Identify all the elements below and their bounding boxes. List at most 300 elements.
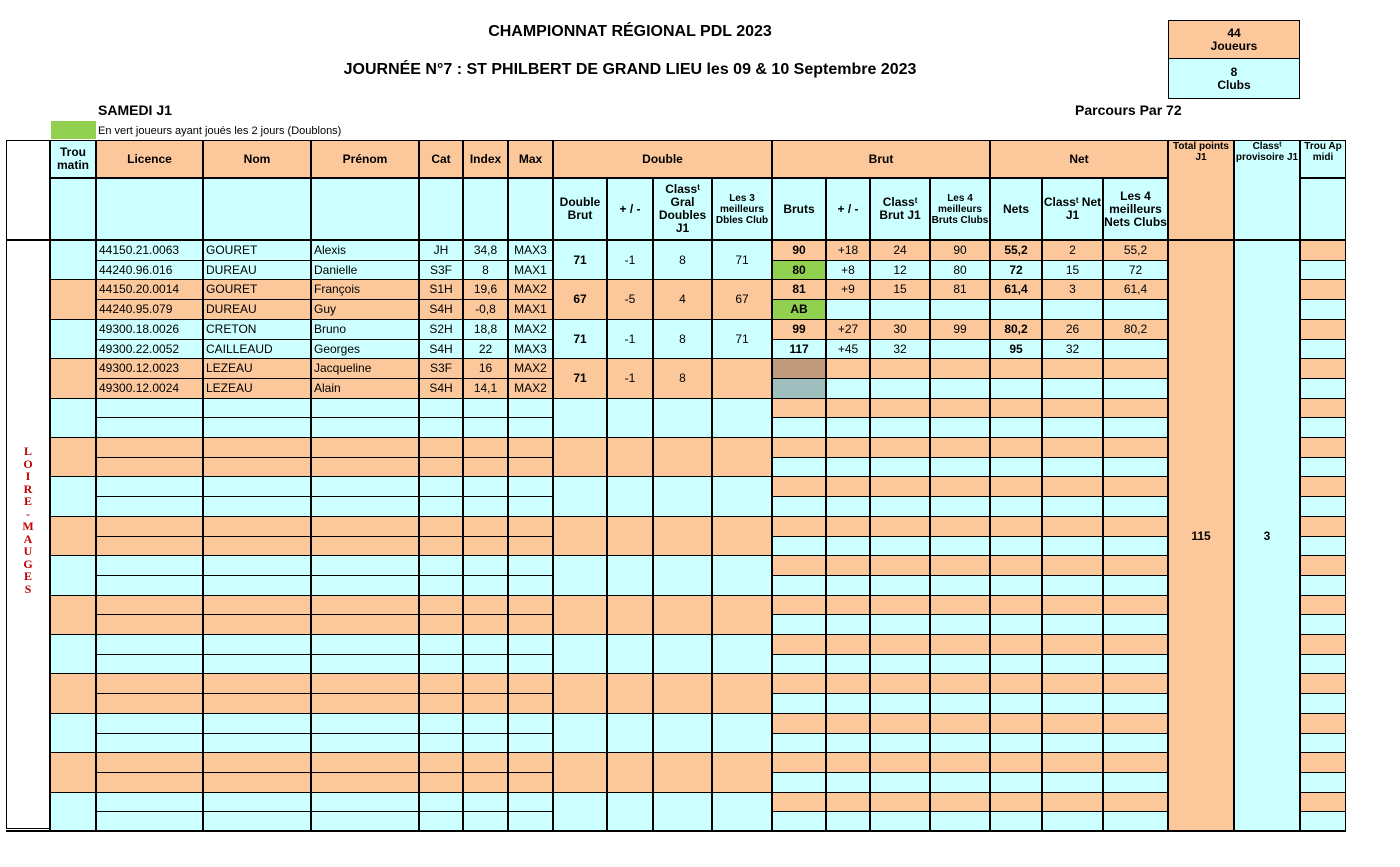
player-licence [96, 772, 203, 793]
player-nom [203, 811, 311, 832]
trou-matin-cell [50, 398, 96, 438]
player-index [463, 516, 508, 537]
double-db-cell [553, 398, 607, 438]
score-cbrut: 24 [870, 240, 930, 261]
double-db-cell [553, 634, 607, 674]
player-prenom: Jacqueline [311, 358, 419, 379]
player-prenom [311, 811, 419, 832]
trou-ap-midi-cell [1300, 476, 1346, 497]
player-prenom: Guy [311, 299, 419, 320]
player-index [463, 437, 508, 458]
trou-matin-cell [50, 713, 96, 753]
double-dpm-cell [607, 634, 653, 674]
trou-matin-cell [50, 634, 96, 674]
player-licence: 44150.21.0063 [96, 240, 203, 261]
trou-ap-midi-cell [1300, 654, 1346, 674]
player-max [508, 772, 553, 793]
score-net [990, 536, 1042, 556]
score-pm [826, 792, 870, 812]
header-separator [6, 239, 1168, 241]
player-prenom [311, 595, 419, 615]
score-b4 [930, 792, 990, 812]
player-max: MAX2 [508, 378, 553, 399]
trou-matin-cell [50, 319, 96, 359]
player-licence [96, 733, 203, 753]
player-max [508, 516, 553, 537]
trou-matin-cell [50, 792, 96, 832]
player-max [508, 437, 553, 458]
player-index [463, 811, 508, 832]
player-cat [419, 575, 463, 596]
double-dcl-cell: 8 [653, 358, 712, 399]
header-les4-nets: Les 4 meilleurs Nets Clubs [1103, 178, 1168, 240]
score-brut [772, 792, 826, 812]
score-net [990, 654, 1042, 674]
score-net [990, 516, 1042, 537]
trou-ap-midi-cell [1300, 299, 1346, 320]
score-cnet [1042, 614, 1103, 635]
trou-matin-cell [50, 240, 96, 280]
score-cnet: 26 [1042, 319, 1103, 340]
player-prenom [311, 398, 419, 418]
score-cbrut: 12 [870, 260, 930, 280]
player-cat [419, 595, 463, 615]
score-cnet [1042, 595, 1103, 615]
double-db-cell [553, 595, 607, 635]
score-brut [772, 417, 826, 438]
player-max: MAX2 [508, 279, 553, 300]
score-cbrut [870, 378, 930, 399]
player-prenom: Georges [311, 339, 419, 359]
player-licence [96, 673, 203, 694]
player-prenom [311, 614, 419, 635]
score-b4 [930, 476, 990, 497]
score-brut [772, 398, 826, 418]
player-max [508, 733, 553, 753]
score-brut [772, 378, 826, 399]
player-nom [203, 575, 311, 596]
double-db-cell [553, 673, 607, 714]
player-max [508, 457, 553, 477]
double-dcl-cell: 8 [653, 240, 712, 280]
player-nom [203, 792, 311, 812]
double-dpm-cell [607, 752, 653, 793]
score-cbrut [870, 457, 930, 477]
double-db-cell [553, 752, 607, 793]
score-brut [772, 693, 826, 714]
score-net [990, 693, 1042, 714]
score-n4 [1103, 358, 1168, 379]
score-pm [826, 575, 870, 596]
score-cnet [1042, 673, 1103, 694]
score-pm [826, 437, 870, 458]
player-licence: 44240.96.016 [96, 260, 203, 280]
score-pm [826, 614, 870, 635]
score-n4 [1103, 595, 1168, 615]
player-index: 19,6 [463, 279, 508, 300]
score-net [990, 476, 1042, 497]
double-db-cell [553, 476, 607, 517]
score-brut [772, 437, 826, 458]
clubs-label: Clubs [1217, 77, 1251, 92]
score-pm [826, 476, 870, 497]
score-pm: +18 [826, 240, 870, 261]
header-les4-bruts: Les 4 meilleurs Bruts Clubs [930, 178, 990, 240]
header-nets: Nets [990, 178, 1042, 240]
player-licence [96, 417, 203, 438]
score-n4 [1103, 339, 1168, 359]
score-brut: 80 [772, 260, 826, 280]
player-max: MAX2 [508, 319, 553, 340]
trou-matin-cell [50, 437, 96, 477]
score-net [990, 358, 1042, 379]
score-cnet [1042, 555, 1103, 576]
double-dpm-cell [607, 555, 653, 596]
double-d3-cell [712, 792, 772, 832]
score-cbrut [870, 398, 930, 418]
score-cnet [1042, 398, 1103, 418]
player-prenom [311, 575, 419, 596]
score-n4 [1103, 733, 1168, 753]
trou-ap-midi-cell [1300, 634, 1346, 655]
double-d3-cell: 71 [712, 240, 772, 280]
player-max [508, 752, 553, 773]
double-d3-cell [712, 555, 772, 596]
player-nom [203, 693, 311, 714]
score-cbrut [870, 654, 930, 674]
player-max [508, 595, 553, 615]
player-cat: S4H [419, 378, 463, 399]
double-db-cell [553, 516, 607, 556]
player-index [463, 417, 508, 438]
player-nom: DUREAU [203, 260, 311, 280]
score-n4 [1103, 496, 1168, 517]
score-cnet [1042, 772, 1103, 793]
score-b4 [930, 595, 990, 615]
score-pm [826, 713, 870, 734]
score-b4 [930, 398, 990, 418]
score-pm [826, 398, 870, 418]
double-dcl-cell [653, 634, 712, 674]
trou-ap-midi-cell [1300, 595, 1346, 615]
score-cnet [1042, 811, 1103, 832]
score-n4 [1103, 536, 1168, 556]
header-blank-cat [419, 178, 463, 240]
player-index [463, 752, 508, 773]
player-licence [96, 614, 203, 635]
score-n4 [1103, 398, 1168, 418]
score-b4 [930, 693, 990, 714]
header-blank-idx [463, 178, 508, 240]
header-prenom: Prénom [311, 140, 419, 178]
header-blank-nom [203, 178, 311, 240]
player-cat [419, 457, 463, 477]
score-b4 [930, 752, 990, 773]
player-licence [96, 811, 203, 832]
player-index: 14,1 [463, 378, 508, 399]
player-licence [96, 496, 203, 517]
player-prenom [311, 555, 419, 576]
score-pm [826, 673, 870, 694]
region-label: L O I R E - M A U G E S [22, 444, 34, 596]
score-brut: 81 [772, 279, 826, 300]
score-cnet [1042, 378, 1103, 399]
trou-ap-midi-cell [1300, 358, 1346, 379]
score-cnet: 32 [1042, 339, 1103, 359]
trou-ap-midi-cell [1300, 673, 1346, 694]
score-brut [772, 575, 826, 596]
score-net [990, 437, 1042, 458]
header-cat: Cat [419, 140, 463, 178]
header-max: Max [508, 140, 553, 178]
double-dcl-cell: 8 [653, 319, 712, 359]
header-double: Double [553, 140, 772, 178]
score-cbrut [870, 575, 930, 596]
score-b4 [930, 733, 990, 753]
score-cbrut [870, 772, 930, 793]
trou-matin-cell [50, 752, 96, 793]
player-max [508, 398, 553, 418]
double-dcl-cell [653, 555, 712, 596]
score-cnet [1042, 496, 1103, 517]
player-max [508, 811, 553, 832]
score-net [990, 733, 1042, 753]
double-dpm-cell: -1 [607, 358, 653, 399]
player-index: 16 [463, 358, 508, 379]
double-db-cell: 71 [553, 240, 607, 280]
score-cnet [1042, 792, 1103, 812]
player-index [463, 536, 508, 556]
score-n4 [1103, 575, 1168, 596]
player-prenom [311, 634, 419, 655]
score-n4 [1103, 516, 1168, 537]
player-prenom [311, 772, 419, 793]
trou-ap-midi-cell [1300, 733, 1346, 753]
player-index [463, 595, 508, 615]
player-cat [419, 772, 463, 793]
score-cbrut [870, 614, 930, 635]
player-licence [96, 654, 203, 674]
score-n4 [1103, 673, 1168, 694]
player-prenom: Alexis [311, 240, 419, 261]
player-nom [203, 536, 311, 556]
double-db-cell [553, 713, 607, 753]
header-trou-matin: Trou matin [50, 140, 96, 178]
region-divider [49, 140, 51, 831]
player-index [463, 614, 508, 635]
trou-ap-midi-cell [1300, 772, 1346, 793]
trou-matin-cell [50, 358, 96, 399]
score-brut [772, 457, 826, 477]
score-cnet [1042, 476, 1103, 497]
score-cbrut [870, 752, 930, 773]
score-brut [772, 752, 826, 773]
player-prenom [311, 733, 419, 753]
score-pm [826, 733, 870, 753]
score-net: 95 [990, 339, 1042, 359]
player-max: MAX3 [508, 240, 553, 261]
joueurs-box [1168, 20, 1300, 59]
score-n4 [1103, 811, 1168, 832]
score-brut [772, 614, 826, 635]
score-b4 [930, 673, 990, 694]
parcours-label: Parcours Par 72 [1075, 102, 1182, 118]
header-les3: Les 3 meilleurs Dbles Club [712, 178, 772, 240]
double-dpm-cell [607, 437, 653, 477]
score-n4 [1103, 299, 1168, 320]
player-nom [203, 733, 311, 753]
player-prenom: François [311, 279, 419, 300]
score-n4 [1103, 417, 1168, 438]
player-index [463, 634, 508, 655]
trou-ap-midi-cell [1300, 516, 1346, 537]
trou-matin-cell [50, 555, 96, 596]
page-subtitle: JOURNÉE N°7 : ST PHILBERT DE GRAND LIEU les 09 & 10 Septembre 2023 [343, 61, 917, 78]
score-net [990, 417, 1042, 438]
player-nom: LEZEAU [203, 358, 311, 379]
trou-ap-midi-cell [1300, 536, 1346, 556]
score-cbrut [870, 673, 930, 694]
player-nom [203, 555, 311, 576]
score-net: 80,2 [990, 319, 1042, 340]
player-index [463, 476, 508, 497]
legend-swatch [51, 121, 96, 139]
score-brut [772, 516, 826, 537]
score-cnet [1042, 358, 1103, 379]
double-dpm-cell [607, 673, 653, 714]
joueurs-count: 44 [1227, 25, 1241, 40]
score-b4 [930, 634, 990, 655]
header-trou-ap-midi: Trou Ap midi [1300, 140, 1346, 178]
player-cat: S4H [419, 339, 463, 359]
score-cnet [1042, 733, 1103, 753]
player-nom [203, 417, 311, 438]
score-pm [826, 595, 870, 615]
double-db-cell: 67 [553, 279, 607, 320]
score-pm: +27 [826, 319, 870, 340]
score-n4 [1103, 437, 1168, 458]
trou-ap-midi-cell [1300, 555, 1346, 576]
player-index [463, 792, 508, 812]
player-nom [203, 476, 311, 497]
score-cnet [1042, 536, 1103, 556]
score-n4 [1103, 772, 1168, 793]
trou-matin-cell [50, 516, 96, 556]
trou-ap-midi-cell [1300, 240, 1346, 261]
player-licence [96, 634, 203, 655]
header-index: Index [463, 140, 508, 178]
header-brut: Brut [772, 140, 990, 178]
score-brut [772, 634, 826, 655]
score-net [990, 555, 1042, 576]
player-prenom [311, 752, 419, 773]
player-max [508, 654, 553, 674]
header-blank-pre [311, 178, 419, 240]
score-pm: +8 [826, 260, 870, 280]
player-licence [96, 693, 203, 714]
double-divider [552, 140, 554, 831]
score-b4 [930, 654, 990, 674]
player-index [463, 654, 508, 674]
trou-ap-midi-cell [1300, 319, 1346, 340]
player-prenom [311, 693, 419, 714]
score-cbrut [870, 476, 930, 497]
player-max: MAX1 [508, 299, 553, 320]
trou-ap-midi-cell [1300, 713, 1346, 734]
player-cat [419, 634, 463, 655]
header-brut-pm: + / - [826, 178, 870, 240]
double-dcl-cell: 4 [653, 279, 712, 320]
score-net [990, 772, 1042, 793]
player-max: MAX3 [508, 339, 553, 359]
score-net [990, 614, 1042, 635]
score-cnet [1042, 299, 1103, 320]
score-brut [772, 772, 826, 793]
clubs-count: 8 [1230, 64, 1238, 79]
player-prenom: Bruno [311, 319, 419, 340]
trou-matin-cell [50, 279, 96, 320]
score-b4 [930, 713, 990, 734]
score-cnet: 15 [1042, 260, 1103, 280]
double-db-cell [553, 437, 607, 477]
score-pm [826, 634, 870, 655]
score-cbrut [870, 536, 930, 556]
player-licence: 49300.22.0052 [96, 339, 203, 359]
player-licence: 44150.20.0014 [96, 279, 203, 300]
double-db-cell [553, 555, 607, 596]
score-brut [772, 536, 826, 556]
player-nom [203, 713, 311, 734]
player-prenom [311, 417, 419, 438]
double-db-cell: 71 [553, 358, 607, 399]
score-net: 61,4 [990, 279, 1042, 300]
player-index: 18,8 [463, 319, 508, 340]
score-cnet [1042, 437, 1103, 458]
double-dpm-cell [607, 476, 653, 517]
player-licence [96, 516, 203, 537]
player-max [508, 555, 553, 576]
score-pm [826, 417, 870, 438]
class-provisoire-value: 3 [1234, 240, 1300, 832]
player-licence: 49300.18.0026 [96, 319, 203, 340]
double-dcl-cell [653, 713, 712, 753]
score-net [990, 457, 1042, 477]
header-licence: Licence [96, 140, 203, 178]
player-licence [96, 536, 203, 556]
player-licence [96, 555, 203, 576]
score-net [990, 634, 1042, 655]
trou-ap-midi-cell [1300, 811, 1346, 832]
score-cbrut: 30 [870, 319, 930, 340]
score-n4 [1103, 693, 1168, 714]
double-dpm-cell [607, 398, 653, 438]
score-n4 [1103, 654, 1168, 674]
player-max [508, 575, 553, 596]
player-prenom [311, 654, 419, 674]
player-nom [203, 496, 311, 517]
player-max [508, 792, 553, 812]
score-b4 [930, 437, 990, 458]
header-blank-ap [1300, 178, 1346, 240]
score-brut [772, 358, 826, 379]
double-dpm-cell [607, 792, 653, 832]
player-nom [203, 614, 311, 635]
score-cnet [1042, 516, 1103, 537]
player-index [463, 398, 508, 418]
score-net: 55,2 [990, 240, 1042, 261]
score-cnet [1042, 693, 1103, 714]
score-net [990, 752, 1042, 773]
